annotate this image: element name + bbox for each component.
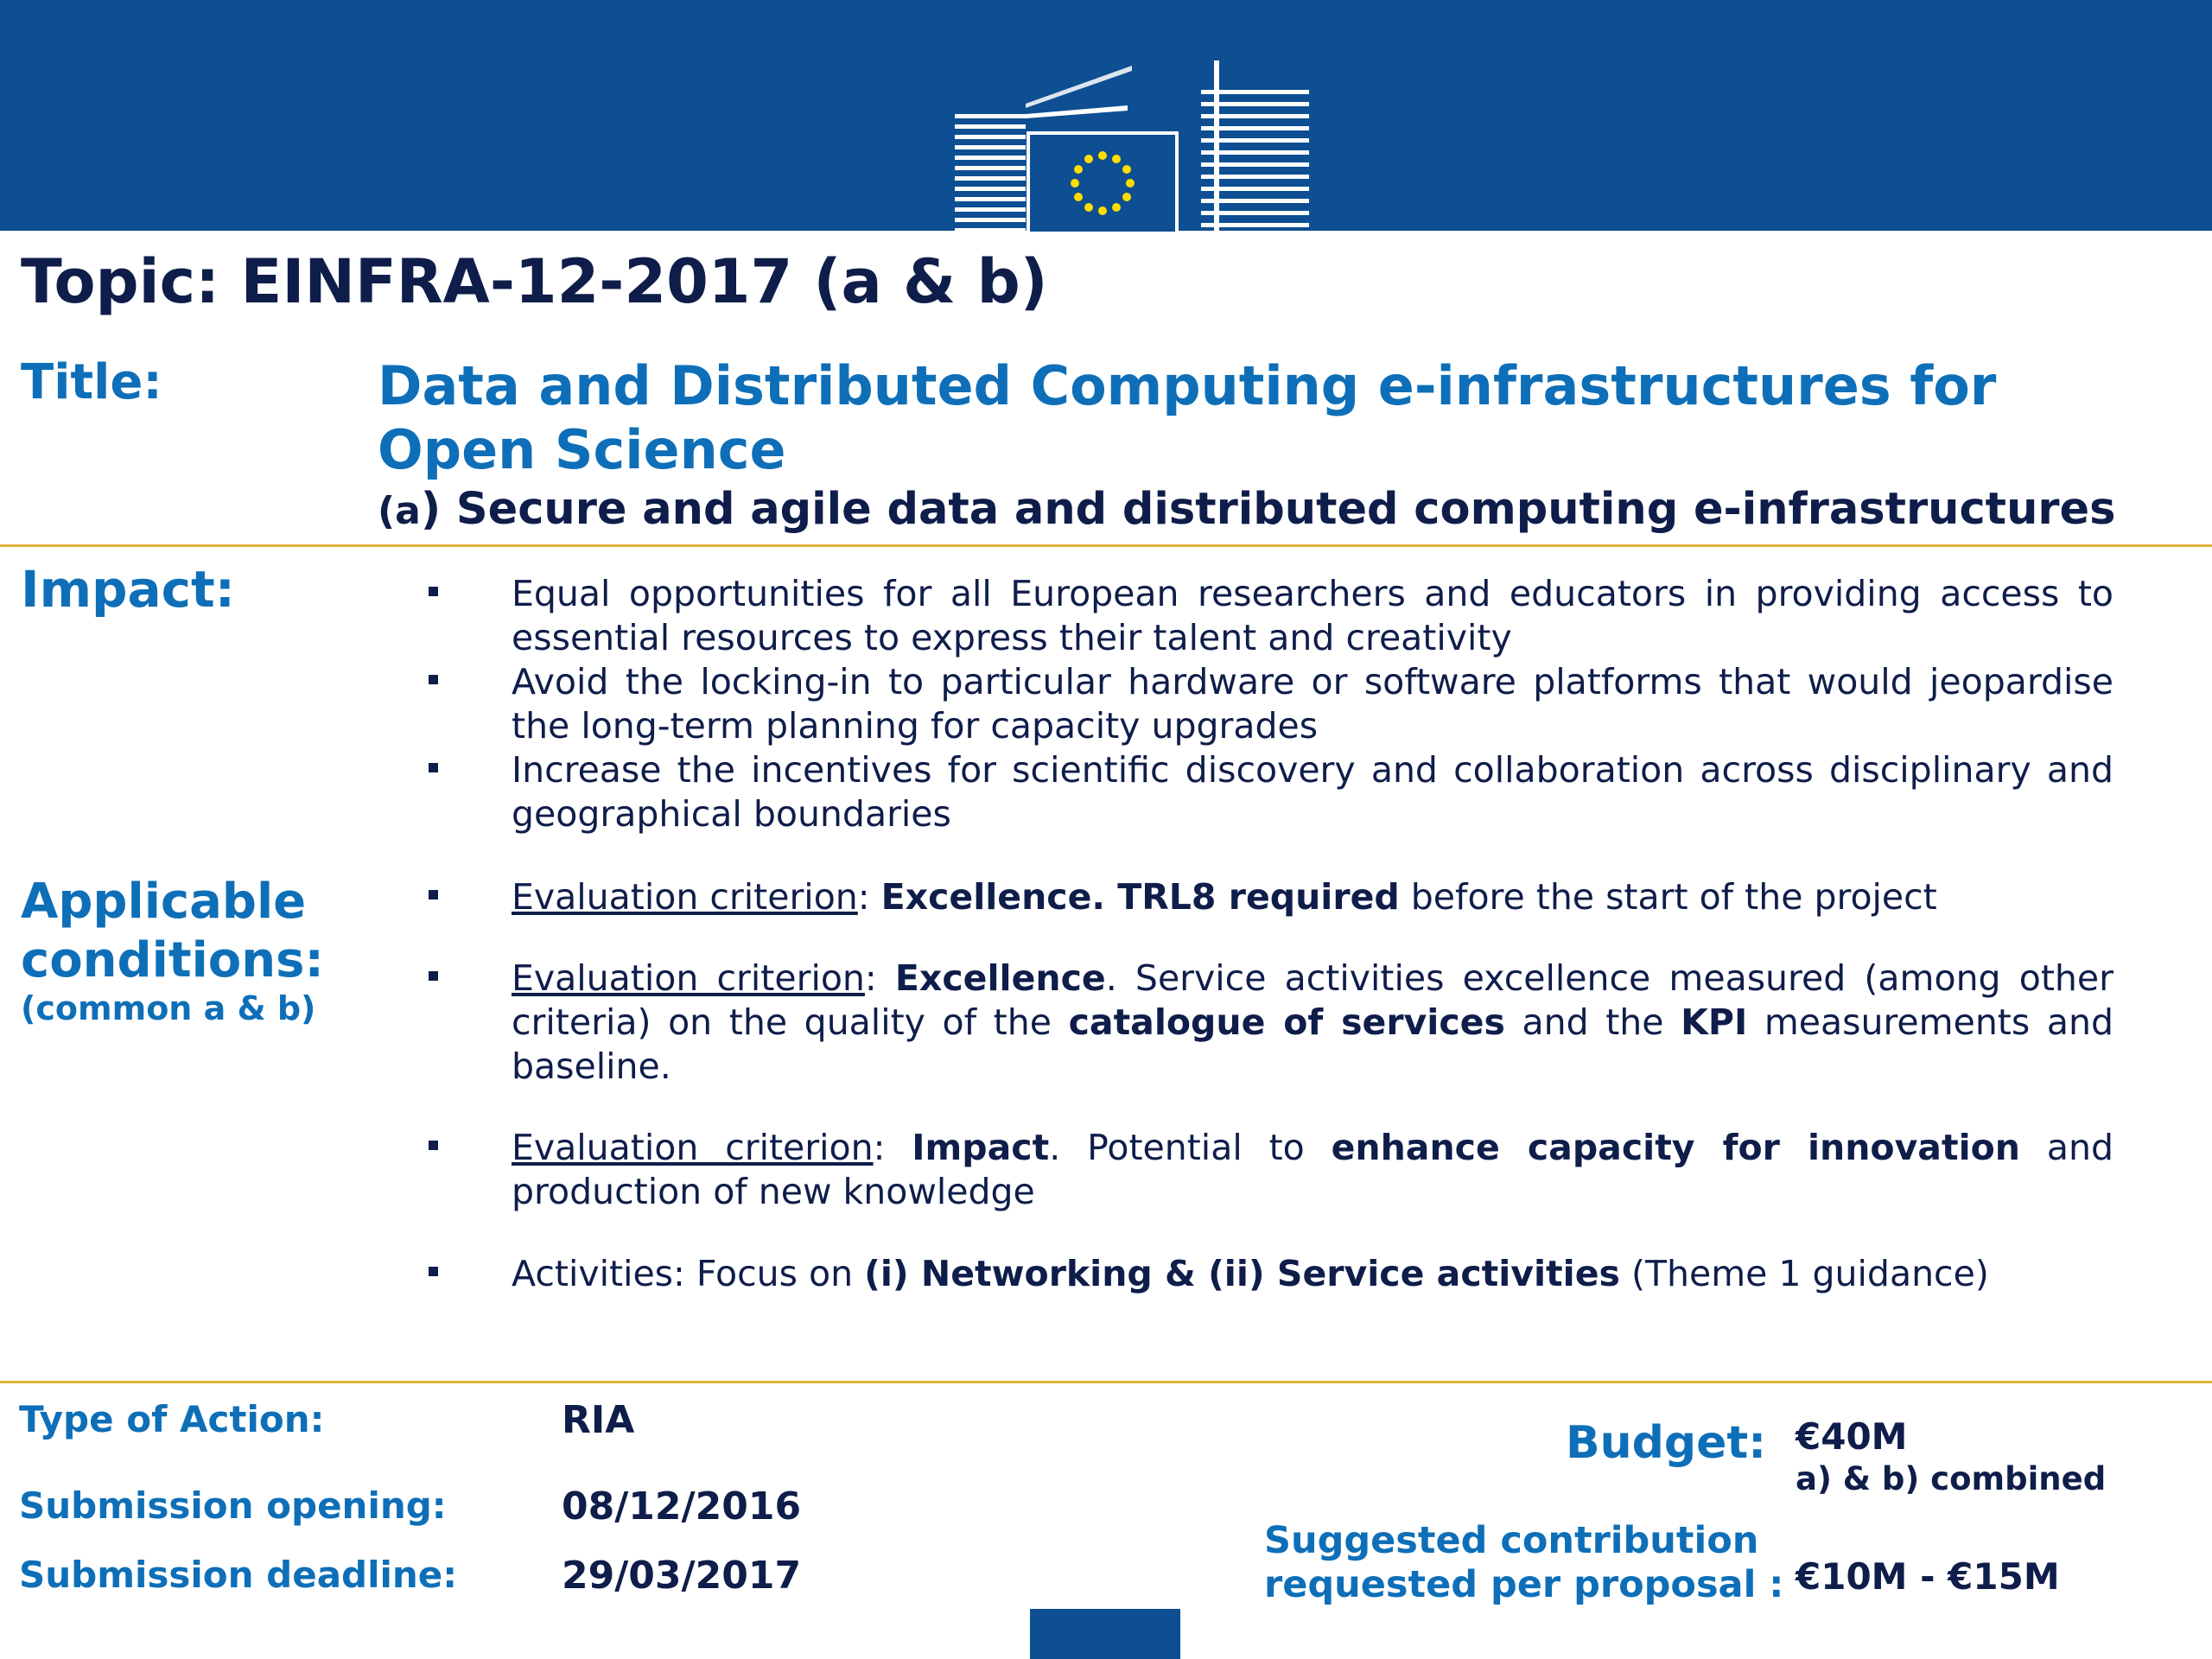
- list-item: Activities: Focus on (i) Networking & (ii) Service activities (Theme 1 guidance): [512, 1252, 2113, 1296]
- action-type-value: RIA: [562, 1398, 635, 1442]
- submission-deadline-label: Submission deadline:: [19, 1554, 458, 1596]
- title-label: Title:: [21, 354, 162, 410]
- action-type-label: Type of Action:: [19, 1398, 325, 1440]
- budget-value: €40M: [1796, 1415, 1908, 1458]
- footer-block: [1030, 1609, 1180, 1659]
- list-item: Increase the incentives for scientific discovery and collaboration across disciplinary and geographical boundaries: [512, 748, 2113, 836]
- subtitle: [378, 484, 2115, 535]
- suggested-contribution-label: Suggested contribution requested per proposal :: [1264, 1519, 1784, 1606]
- impact-label: Impact:: [21, 560, 235, 619]
- submission-deadline-value: 29/03/2017: [562, 1554, 802, 1598]
- title-text: Data and Distributed Computing e-infrastructures for Open Science: [378, 354, 1997, 481]
- european-commission-logo-icon: [955, 60, 1309, 233]
- submission-opening-label: Submission opening:: [19, 1484, 447, 1527]
- bullet-icon: [429, 675, 438, 684]
- list-item: Avoid the locking-in to particular hardware or software platforms that would jeopardise the long-term planning for capacity upgrades: [512, 660, 2113, 748]
- subtitle-prefix: (a: [378, 489, 421, 533]
- bullet-icon: [429, 890, 438, 899]
- bullet-icon: [429, 1141, 438, 1150]
- conditions-sublabel: (common a & b): [21, 989, 316, 1027]
- budget-label: Budget:: [1566, 1417, 1767, 1469]
- bullet-icon: [429, 763, 438, 772]
- divider-top: [0, 544, 2212, 547]
- budget-note: a) & b) combined: [1796, 1460, 2107, 1497]
- divider-bottom: [0, 1381, 2212, 1383]
- suggested-contribution-value: €10M - €15M: [1796, 1555, 2060, 1598]
- bullet-icon: [429, 1267, 438, 1276]
- subtitle-text: ) Secure and agile data and distributed computing e-infrastructures: [420, 484, 2116, 535]
- bullet-icon: [429, 587, 438, 596]
- list-item: Evaluation criterion: Excellence. Service activities excellence measured (among other criteria) on the quality of the catalogue of services and the KPI measurements and baseline.: [512, 957, 2113, 1089]
- topic-heading: Topic: EINFRA-12-2017 (a & b): [21, 246, 1048, 317]
- bullet-icon: [429, 971, 438, 981]
- list-item: Evaluation criterion: Excellence. TRL8 required before the start of the project: [512, 875, 2113, 919]
- conditions-label: Applicable conditions:: [21, 874, 324, 988]
- submission-opening-value: 08/12/2016: [562, 1484, 802, 1529]
- list-item: Evaluation criterion: Impact. Potential to enhance capacity for innovation and production of new knowledge: [512, 1126, 2113, 1214]
- list-item: Equal opportunities for all European researchers and educators in providing access to essential resources to express their talent and creativity: [512, 572, 2113, 660]
